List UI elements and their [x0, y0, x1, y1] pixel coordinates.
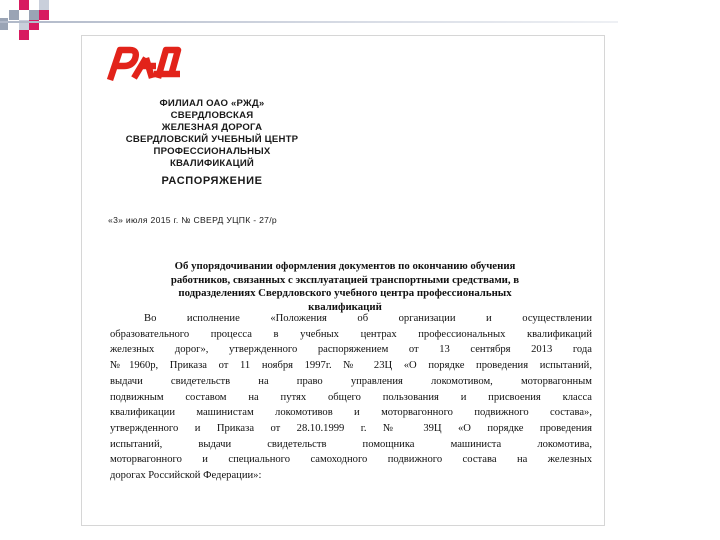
header-line: СВЕРДЛОВСКАЯ	[170, 110, 254, 122]
header-line: ПРОФЕССИОНАЛЬНЫХ	[153, 146, 271, 158]
body-line: Во исполнение «Положения об организации и осуществлении	[144, 313, 592, 324]
body-line: образовательного процесса в учебных центрах профессиональных квалификаций	[110, 328, 592, 340]
header-line: КВАЛИФИКАЦИЙ	[169, 158, 255, 170]
date-number-line: «3» июля 2015 г. № СВЕРД УЦПК - 27/р	[108, 215, 278, 225]
rzd-logo	[104, 42, 186, 82]
body-line: подвижным составом на путях общего пользования и присвоения класса	[110, 391, 592, 403]
document-page	[81, 35, 605, 526]
body-line: квалификации машинистам локомотивов и моторвагонного подвижного состава»,	[110, 407, 592, 419]
title-line: квалификаций	[308, 300, 382, 313]
header-line: СВЕРДЛОВСКИЙ УЧЕБНЫЙ ЦЕНТР	[125, 134, 299, 146]
document-title	[110, 260, 580, 314]
body-line: утвержденного и Приказа от 28.10.1999 г. № 39Ц «О порядке проведения	[110, 422, 592, 434]
header-rule	[0, 21, 618, 23]
header-line: ЖЕЛЕЗНАЯ ДОРОГА	[161, 122, 263, 134]
title-line: Об упорядочивании оформления документов по окончанию обучения	[174, 260, 516, 272]
document-body	[110, 311, 592, 484]
body-line: дорогах Российской Федерации»:	[110, 470, 262, 482]
organization-header	[112, 98, 312, 187]
body-line: испытаний, выдачи свидетельств помощника машиниста локомотива,	[110, 438, 592, 450]
title-line: работников, связанных с эксплуатацией транспортными средствами, в	[170, 273, 520, 286]
body-line: железных дорог», утвержденного распоряжением от 13 сентября 2013 года	[110, 344, 592, 356]
body-line: моторвагонного и специального самоходного подвижного состава на железных	[110, 454, 592, 466]
document-type: РАСПОРЯЖЕНИЕ	[161, 174, 263, 187]
body-line: выдачи свидетельств на право управления локомотивом, моторвагонным	[110, 375, 592, 387]
header-line: ФИЛИАЛ ОАО «РЖД»	[159, 98, 265, 109]
title-line: подразделениях Свердловского учебного центра профессиональных	[178, 287, 512, 300]
body-line: №1960р, Приказа от 11 ноября 1997г. № 23Ц «О порядке проведения испытаний,	[110, 360, 592, 372]
